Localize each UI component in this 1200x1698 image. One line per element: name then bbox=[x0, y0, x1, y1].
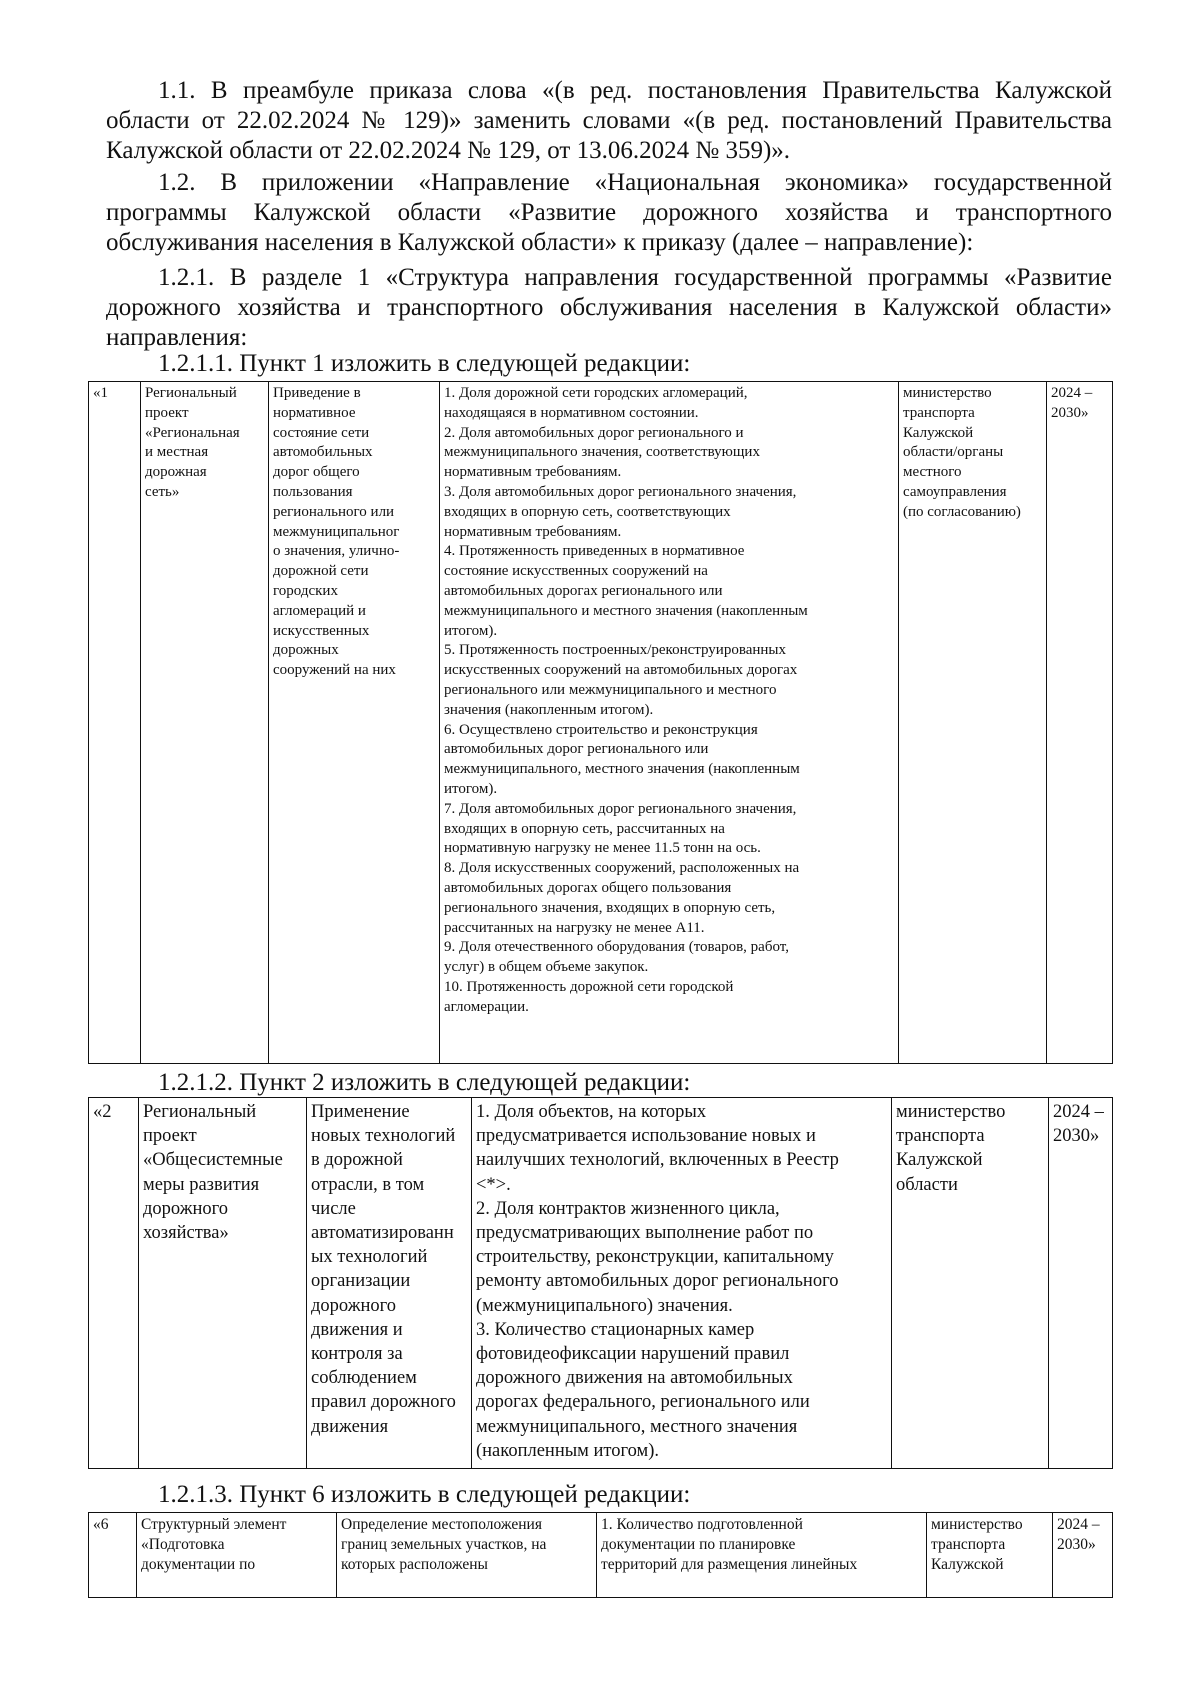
table-item-6 bbox=[88, 1512, 1113, 1598]
cell-responsible bbox=[899, 382, 1047, 1064]
cell-name-text: Региональный проект «Общесистемные меры развития дорожного хозяйства» bbox=[143, 1102, 283, 1244]
cell-number bbox=[89, 1098, 139, 1469]
cell-number-text: «2 bbox=[93, 1102, 112, 1122]
heading-1-2-1-3: 1.2.1.3. Пункт 6 изложить в следующей редакции: bbox=[158, 1481, 691, 1508]
cell-indicators-text: 1. Доля объектов, на которых предусматривается использование новых и наилучших технологий, включенных в Реестр <*>. 2. Доля контрактов жизненного цикла, предусматривающих выполнение работ по строительству, реконструкции, капитальному ремонту автомобильных дорог регионального (межмуниципального) значения. 3. Количество стационарных камер фотовидеофиксации нарушений правил дорожного движения на автомобильных дорогах федерального, регионального или межмуниципального, местного значения (накопленным итогом). bbox=[476, 1102, 839, 1461]
cell-task-text: Определение местоположения границ земельных участков, на которых расположены bbox=[341, 1516, 547, 1573]
cell-name-text: Структурный элемент «Подготовка документации по bbox=[141, 1516, 287, 1573]
cell-task bbox=[307, 1098, 472, 1469]
cell-number bbox=[89, 1513, 137, 1598]
cell-task-text: Применение новых технологий в дорожной отрасли, в том числе автоматизированн ых технологий организации дорожного движения и контроля за соблюдением правил дорожного движения bbox=[311, 1102, 456, 1437]
heading-1-2-1-2: 1.2.1.2. Пункт 2 изложить в следующей редакции: bbox=[158, 1069, 691, 1096]
cell-responsible bbox=[892, 1098, 1049, 1469]
cell-indicators bbox=[440, 382, 899, 1064]
cell-number bbox=[89, 382, 141, 1064]
cell-task bbox=[269, 382, 440, 1064]
cell-period-text: 2024 – 2030» bbox=[1057, 1516, 1100, 1553]
table-item-1 bbox=[88, 381, 1113, 1064]
cell-indicators-text: 1. Доля дорожной сети городских агломераций, находящаяся в нормативном состоянии. 2. Доля автомобильных дорог регионального и межмуниципального значения, соответствующих нормативным требованиям. 3. Доля автомобильных дорог регионального значения, входящих в опорную сеть, соответствующих нормативным требованиям. 4. Протяженность приведенных в нормативное состояние искусственных сооружений на автомобильных дорогах регионального или межмуниципального и местного значения (накопленным итогом). 5. Протяженность построенных/реконструированных искусственных сооружений на автомобильных дорогах регионального или межмуниципального и местного значения (накопленным итогом). 6. Осуществлено строительство и реконструкция автомобильных дорог регионального или межмуниципального, местного значения (накопленным итогом). 7. Доля автомобильных дорог регионального значения, входящих в опорную сеть, рассчитанных на нормативную нагрузку не менее 11.5 тонн на ось. 8. Доля искусственных сооружений, расположенных на автомобильных дорогах общего пользования регионального значения, входящих в опорную сеть, рассчитанных на нагрузку не менее А11. 9. Доля отечественного оборудования (товаров, работ, услуг) в общем объеме закупок. 10. Протяженность дорожной сети городской агломерации. bbox=[444, 385, 808, 1015]
table-item-2 bbox=[88, 1097, 1113, 1469]
paragraph-1-2-text: 1.2. В приложении «Направление «Национальная экономика» государственной программы Калужской области «Развитие дорожного хозяйства и транспортного обслуживания населения в Калужской области» к приказу (далее – направление): bbox=[106, 169, 1112, 256]
paragraph-1-1 bbox=[106, 76, 1112, 166]
cell-task-text: Приведение в нормативное состояние сети автомобильных дорог общего пользования регионального или межмуниципальног о значения, улично- дорожной сети городских агломераций и искусственных дорожных сооружений на них bbox=[273, 385, 400, 679]
table-row bbox=[89, 1513, 1113, 1598]
cell-number-text: «6 bbox=[93, 1516, 109, 1533]
paragraph-1-2-1-text: 1.2.1. В разделе 1 «Структура направления государственной программы «Развитие дорожного хозяйства и транспортного обслуживания населения в Калужской области» направления: bbox=[106, 264, 1112, 351]
table-row bbox=[89, 1098, 1113, 1469]
cell-responsible-text: министерство транспорта Калужской области bbox=[896, 1102, 1006, 1195]
cell-number-text: «1 bbox=[93, 385, 108, 401]
table-row bbox=[89, 382, 1113, 1064]
cell-period bbox=[1053, 1513, 1113, 1598]
cell-period-text: 2024 – 2030» bbox=[1053, 1102, 1104, 1147]
cell-responsible-text: министерство транспорта Калужской области/органы местного самоуправления (по согласованию) bbox=[903, 385, 1021, 520]
cell-period bbox=[1049, 1098, 1113, 1469]
cell-name bbox=[141, 382, 269, 1064]
cell-indicators-text: 1. Количество подготовленной документации по планировке территорий для размещения линейных bbox=[601, 1516, 858, 1573]
cell-indicators bbox=[597, 1513, 927, 1598]
cell-name-text: Региональный проект «Региональная и местная дорожная сеть» bbox=[145, 385, 240, 500]
paragraph-1-2 bbox=[106, 168, 1112, 258]
cell-name bbox=[137, 1513, 337, 1598]
cell-task bbox=[337, 1513, 597, 1598]
cell-responsible bbox=[927, 1513, 1053, 1598]
paragraph-1-2-1 bbox=[106, 263, 1112, 353]
paragraph-1-1-text: 1.1. В преамбуле приказа слова «(в ред. постановления Правительства Калужской области от 22.02.2024 № 129)» заменить словами «(в ред. постановлений Правительства Калужской области от 22.02.2024 № 129, от 13.06.2024 № 359)». bbox=[106, 77, 1112, 164]
cell-name bbox=[139, 1098, 307, 1469]
cell-indicators bbox=[472, 1098, 892, 1469]
cell-responsible-text: министерство транспорта Калужской bbox=[931, 1516, 1023, 1573]
cell-period-text: 2024 – 2030» bbox=[1051, 385, 1093, 421]
heading-1-2-1-1: 1.2.1.1. Пункт 1 изложить в следующей редакции: bbox=[158, 350, 691, 377]
cell-period bbox=[1047, 382, 1113, 1064]
